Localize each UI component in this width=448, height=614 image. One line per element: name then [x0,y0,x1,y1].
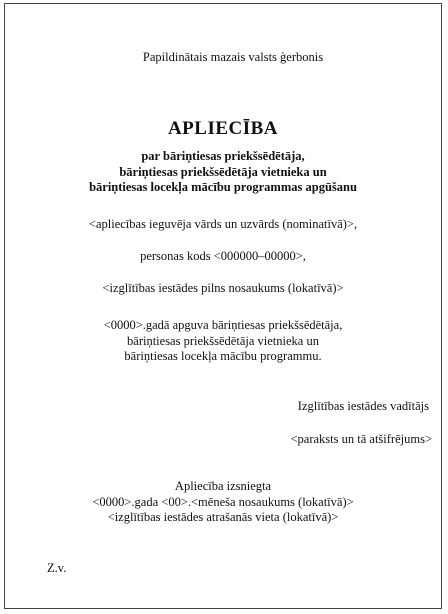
certificate-page [4,3,442,609]
statement-line: <0000>.gadā apguva bāriņtiesas priekšsēdētāja, [103,318,343,332]
institution-name-placeholder: <izglītības iestādes pilns nosaukums (lokatīvā)> [102,281,344,295]
stamp-place-mark: Z.v. [47,561,67,575]
completion-statement [5,318,441,365]
statement-line: bāriņtiesas priekšsēdētāja vietnieka un [127,333,319,348]
issue-line: <izglītības iestādes atrašanās vieta (lokatīvā)> [107,510,339,524]
issue-details [5,479,441,526]
statement-line: bāriņtiesas locekļa mācību programmu. [124,349,322,363]
subtitle-line: bāriņtiesas locekļa mācību programmas apgūšanu [89,180,357,194]
issue-line: <0000>.gada <00>.<mēneša nosaukums (lokatīvā)> [92,494,354,509]
certificate-subtitle [5,149,441,196]
coat-of-arms-note: Papildinātais mazais valsts ģerbonis [142,50,324,64]
certificate-title: APLIECĪBA [167,118,279,139]
recipient-name-placeholder: <apliecības ieguvēja vārds un uzvārds (nominatīvā)>, [88,217,358,231]
issue-line: Apliecība izsniegta [174,479,272,493]
signature-placeholder: <paraksts un tā atšifrējums> [290,432,432,446]
subtitle-line: bāriņtiesas priekšsēdētāja vietnieka un [119,164,327,179]
subtitle-line: par bāriņtiesas priekšsēdētāja, [141,149,305,163]
institution-head-title: Izglītības iestādes vadītājs [297,399,429,413]
personal-code-placeholder: personas kods <000000–00000>, [140,249,306,263]
